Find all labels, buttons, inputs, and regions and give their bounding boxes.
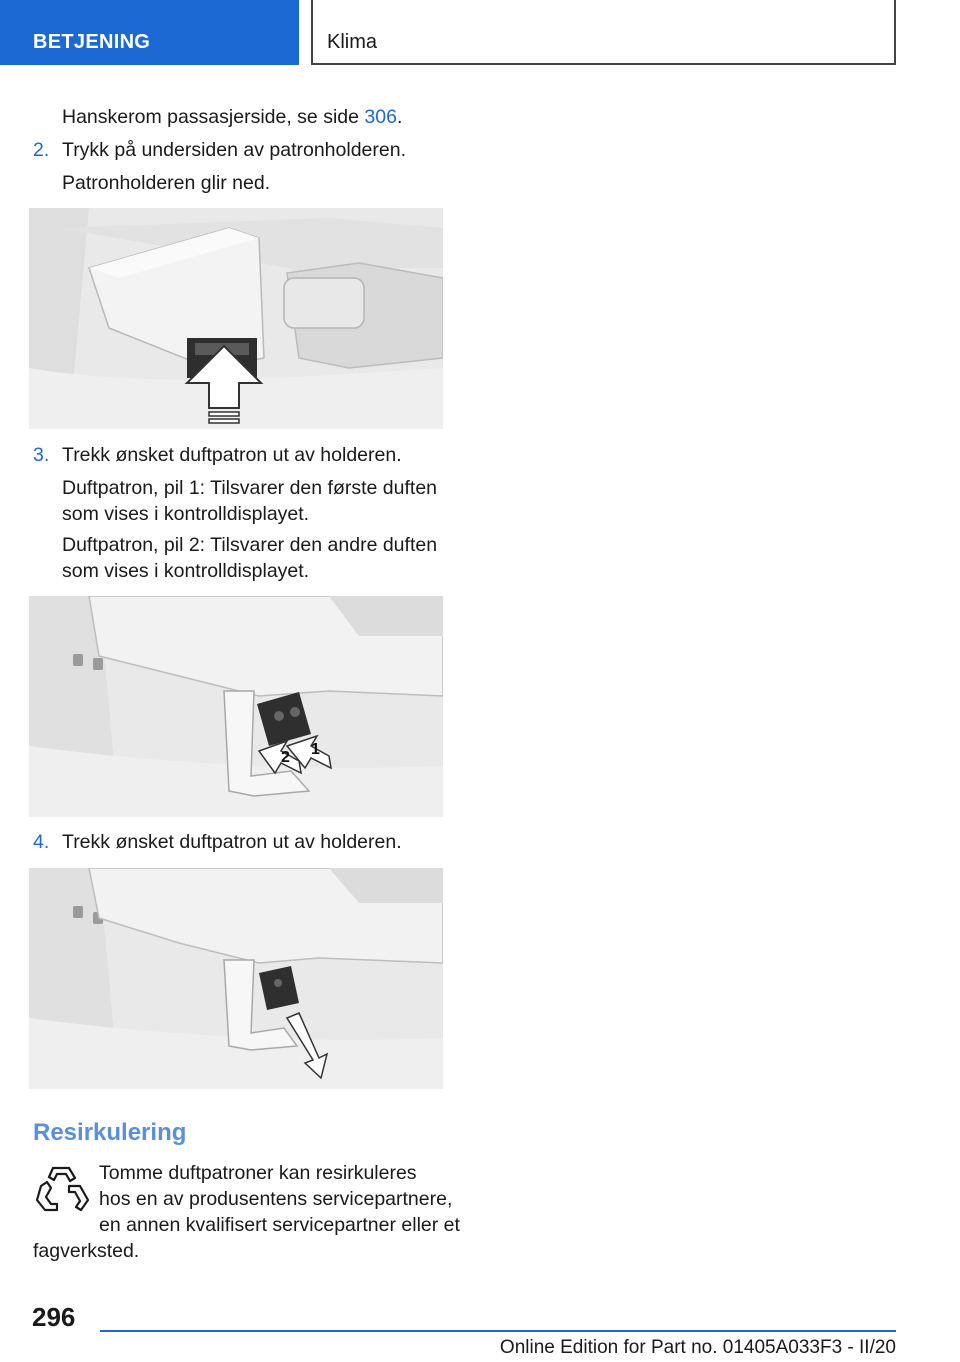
- arrow-label-1: 1: [311, 741, 320, 758]
- intro-label: Hanskerom passasjerside, se side: [62, 106, 365, 128]
- recycling-line-1: Tomme duftpatroner kan resirkuleres: [99, 1162, 417, 1184]
- step-3-text: Trekk ønsket duftpatron ut av holderen.: [62, 444, 402, 466]
- page-link-306[interactable]: 306: [364, 106, 397, 128]
- figure-press-holder: [29, 208, 443, 429]
- intro-text: [62, 104, 402, 130]
- step-4-text: Trekk ønsket duftpatron ut av holderen.: [62, 831, 402, 853]
- step-3-note2-line1: Duftpatron, pil 2: Tilsvarer den andre duften: [62, 534, 438, 556]
- recycle-icon: [33, 1160, 89, 1216]
- step-2-result: Patronholderen glir ned.: [62, 172, 271, 194]
- page-number: 296: [32, 1302, 76, 1332]
- recycling-line-4: fagverksted.: [33, 1240, 140, 1262]
- step-2-number: 2.: [33, 139, 50, 161]
- recycling-line-2: hos en av produsentens servicepartnere,: [99, 1188, 453, 1210]
- intro-end: .: [396, 106, 403, 128]
- figure-pull-cartridge: [29, 868, 443, 1089]
- section-tab[interactable]: BETJENING: [0, 0, 299, 65]
- footer-edition: Online Edition for Part no. 01405A033F3 - II/20: [499, 1337, 896, 1358]
- recycling-line-3: en annen kvalifisert servicepartner eller et: [99, 1214, 460, 1236]
- recycling-heading: Resirkulering: [33, 1119, 187, 1146]
- figure-cartridge-arrows: [29, 596, 443, 817]
- arrow-label-2: 2: [281, 749, 290, 766]
- step-3-note1-line2: som vises i kontrolldisplayet.: [62, 503, 310, 525]
- step-3-note2-line2: som vises i kontrolldisplayet.: [62, 560, 310, 582]
- step-3-number: 3.: [33, 444, 50, 466]
- step-3-note1-line1: Duftpatron, pil 1: Tilsvarer den første duften: [62, 477, 438, 499]
- chapter-title: Klima: [311, 0, 896, 65]
- step-2-text: Trykk på undersiden av patronholderen.: [62, 139, 406, 161]
- step-4-number: 4.: [33, 831, 50, 853]
- footer-divider: [100, 1330, 896, 1332]
